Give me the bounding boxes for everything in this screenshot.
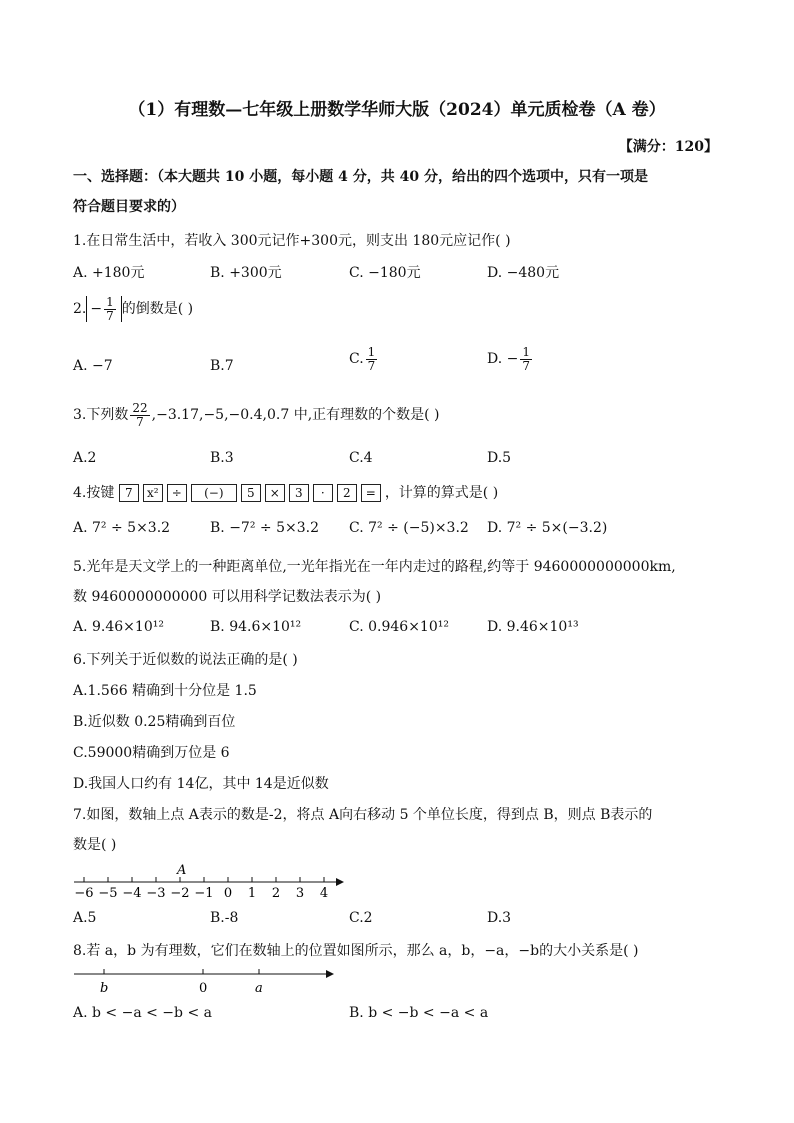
q7-option-a[interactable]: A.5 xyxy=(73,910,97,926)
q8-option-b[interactable]: B. b < −b < −a < a xyxy=(349,1005,489,1021)
q8-option-a[interactable]: A. b < −a < −b < a xyxy=(73,1005,212,1021)
q3-num: 22 xyxy=(132,401,148,415)
q7-tick-label: −1 xyxy=(194,886,214,901)
section-heading-cont: 符合题目要求的） xyxy=(73,199,185,215)
q2-frac-den: 7 xyxy=(106,308,114,323)
q1-option-b[interactable]: B. +300元 xyxy=(210,265,282,281)
q7-number-line xyxy=(70,858,350,902)
q2d-num: 1 xyxy=(522,345,530,359)
q1-option-c[interactable]: C. −180元 xyxy=(349,265,421,281)
q7-tick-label: −5 xyxy=(98,886,118,901)
q3-den: 7 xyxy=(136,414,144,429)
question-4 xyxy=(73,482,498,502)
q2c-prefix: C. xyxy=(349,351,364,368)
key-3: 3 xyxy=(289,484,309,502)
q1-option-d[interactable]: D. −480元 xyxy=(487,265,560,281)
q7-option-b[interactable]: B.-8 xyxy=(210,910,239,926)
section-heading: 一、选择题：（本大题共 10 小题，每小题 4 分，共 40 分，给出的四个选项中，只有一项是 xyxy=(73,169,648,185)
q4-option-a[interactable]: A. 7² ÷ 5×3.2 xyxy=(73,520,171,536)
question-2 xyxy=(73,296,193,322)
q4-suffix: ，计算的算式是( ) xyxy=(384,485,499,501)
q3-fraction xyxy=(130,402,149,428)
q5-option-a[interactable]: A. 9.46×10¹² xyxy=(73,619,164,635)
q2-fraction xyxy=(104,296,116,322)
q2-option-c[interactable] xyxy=(349,346,379,372)
q3-prefix: 3.下列数 xyxy=(73,407,129,424)
q6-option-d[interactable]: D.我国人口约有 14亿，其中 14是近似数 xyxy=(73,776,329,792)
q7-tick-label: 3 xyxy=(295,886,305,901)
q2-option-d[interactable] xyxy=(487,346,534,372)
q6-option-b[interactable]: B.近似数 0.25精确到百位 xyxy=(73,714,236,730)
q2c-fraction xyxy=(366,346,378,372)
question-3 xyxy=(73,402,440,428)
key-square: x² xyxy=(143,484,163,502)
q6-option-c[interactable]: C.59000精确到万位是 6 xyxy=(73,745,230,761)
key-7: 7 xyxy=(119,484,139,502)
q6-option-a[interactable]: A.1.566 精确到十分位是 1.5 xyxy=(73,683,257,699)
key-5: 5 xyxy=(241,484,261,502)
q8-label-0: 0 xyxy=(199,981,208,996)
q2d-prefix: D. − xyxy=(487,351,519,368)
key-divide: ÷ xyxy=(167,484,187,502)
q7-tick-label: −3 xyxy=(146,886,166,901)
q2-sign: − xyxy=(90,301,103,318)
q7-axis-arrow xyxy=(336,878,344,886)
q7-tick-label: −2 xyxy=(170,886,190,901)
q2c-den: 7 xyxy=(367,358,376,373)
question-1: 1.在日常生活中，若收入 300元记作+300元，则支出 180元应记作( ) xyxy=(73,233,511,249)
q4-option-c[interactable]: C. 7² ÷ (−5)×3.2 xyxy=(349,520,469,536)
key-equals: = xyxy=(361,484,381,502)
q8-number-line xyxy=(70,962,340,998)
q7-tick-label: −6 xyxy=(74,886,94,901)
q2-option-a[interactable]: A. −7 xyxy=(73,358,113,374)
q2c-num: 1 xyxy=(367,345,376,359)
question-8: 8.若 a，b 为有理数，它们在数轴上的位置如图所示，那么 a，b，−a，−b的大小关系是( ) xyxy=(73,943,639,959)
q7-tick-label: 4 xyxy=(319,886,329,901)
q2d-den: 7 xyxy=(522,358,530,373)
key-negative: (−) xyxy=(191,484,237,502)
question-5-cont: 数 9460000000000 可以用科学记数法表示为( ) xyxy=(73,589,382,605)
q2-suffix: 的倒数是( ) xyxy=(121,301,194,318)
question-7: 7.如图，数轴上点 A表示的数是-2，将点 A向右移动 5 个单位长度，得到点 B，则点 B表示的 xyxy=(73,807,653,823)
q4-prefix: 4.按键 xyxy=(73,485,115,501)
q2d-fraction xyxy=(520,346,532,372)
q5-option-b[interactable]: B. 94.6×10¹² xyxy=(210,619,302,635)
question-6: 6.下列关于近似数的说法正确的是( ) xyxy=(73,652,298,668)
q7-option-c[interactable]: C.2 xyxy=(349,910,373,926)
q7-point-label: A xyxy=(177,863,187,878)
q7-tick-label: 2 xyxy=(271,886,281,901)
q2-absolute-value xyxy=(86,296,121,322)
q7-tick-label: −4 xyxy=(122,886,142,901)
q8-axis-arrow xyxy=(326,970,334,978)
q4-option-d[interactable]: D. 7² ÷ 5×(−3.2) xyxy=(487,520,608,536)
question-5: 5.光年是天文学上的一种距离单位,一光年指光在一年内走过的路程,约等于 9460000000000km, xyxy=(73,559,676,575)
score-label: 【满分：120】 xyxy=(618,139,718,155)
q3-suffix: ,−3.17,−5,−0.4,0.7 中,正有理数的个数是( ) xyxy=(151,407,440,424)
q7-option-d[interactable]: D.3 xyxy=(487,910,512,926)
q5-option-c[interactable]: C. 0.946×10¹² xyxy=(349,619,449,635)
q3-option-b[interactable]: B.3 xyxy=(210,450,234,466)
q1-option-a[interactable]: A. +180元 xyxy=(73,265,145,281)
q8-label-b: b xyxy=(100,981,109,996)
q5-option-d[interactable]: D. 9.46×10¹³ xyxy=(487,619,579,635)
q2-frac-num: 1 xyxy=(106,295,114,309)
q3-option-a[interactable]: A.2 xyxy=(73,450,97,466)
page-title: （1）有理数—七年级上册数学华师大版（2024）单元质检卷（A 卷） xyxy=(128,100,666,120)
q4-option-b[interactable]: B. −7² ÷ 5×3.2 xyxy=(210,520,319,536)
q7-tick-label: 1 xyxy=(247,886,257,901)
q3-option-c[interactable]: C.4 xyxy=(349,450,373,466)
q8-label-a: a xyxy=(255,981,263,996)
key-dot: · xyxy=(313,484,333,502)
q2-prefix: 2. xyxy=(73,301,87,318)
key-multiply: × xyxy=(265,484,285,502)
q2-option-b[interactable]: B.7 xyxy=(210,358,234,374)
q7-tick-label: 0 xyxy=(223,886,233,901)
key-2: 2 xyxy=(337,484,357,502)
question-7-cont: 数是( ) xyxy=(73,837,117,853)
q3-option-d[interactable]: D.5 xyxy=(487,450,512,466)
